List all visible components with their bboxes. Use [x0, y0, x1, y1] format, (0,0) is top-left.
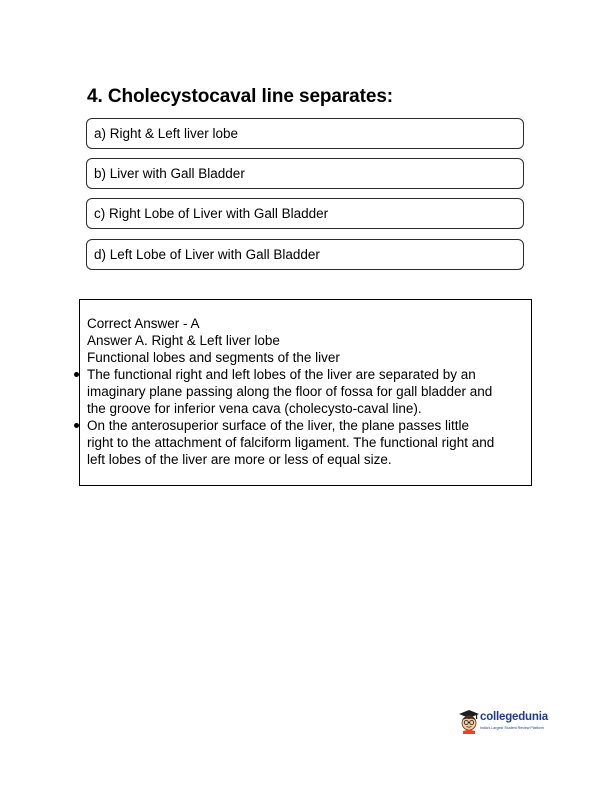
explanation-heading: Functional lobes and segments of the liver	[87, 350, 340, 365]
option-c[interactable]: c) Right Lobe of Liver with Gall Bladder	[86, 198, 524, 229]
option-d[interactable]: d) Left Lobe of Liver with Gall Bladder	[86, 239, 524, 270]
bullet-text-line: imaginary plane passing along the floor of fossa for gall bladder and	[87, 384, 493, 399]
logo-name: collegedunia	[480, 711, 548, 723]
bullet-text-line: left lobes of the liver are more or less of equal size.	[87, 452, 392, 467]
collegedunia-logo[interactable]	[458, 708, 558, 738]
bullet-icon	[74, 372, 79, 377]
bullet-item	[87, 417, 529, 468]
correct-answer: Correct Answer - A	[87, 316, 200, 331]
answer-line: Answer A. Right & Left liver lobe	[87, 333, 280, 348]
logo-tagline: India's Largest Student Review Platform	[480, 726, 544, 730]
bullet-text-line: the groove for inferior vena cava (cholecysto-caval line).	[87, 401, 422, 416]
mascot-icon	[458, 708, 480, 734]
bullet-text-line: The functional right and left lobes of the liver are separated by an	[87, 367, 476, 382]
option-b[interactable]: b) Liver with Gall Bladder	[86, 158, 524, 189]
bullet-item	[87, 366, 529, 417]
bullet-icon	[74, 423, 79, 428]
question-title: 4. Cholecystocaval line separates:	[87, 86, 394, 107]
option-a[interactable]: a) Right & Left liver lobe	[86, 118, 524, 149]
answer-explanation	[87, 315, 529, 468]
bullet-text-line: On the anterosuperior surface of the liver, the plane passes little	[87, 418, 469, 433]
bullet-text-line: right to the attachment of falciform ligament. The functional right and	[87, 435, 495, 450]
